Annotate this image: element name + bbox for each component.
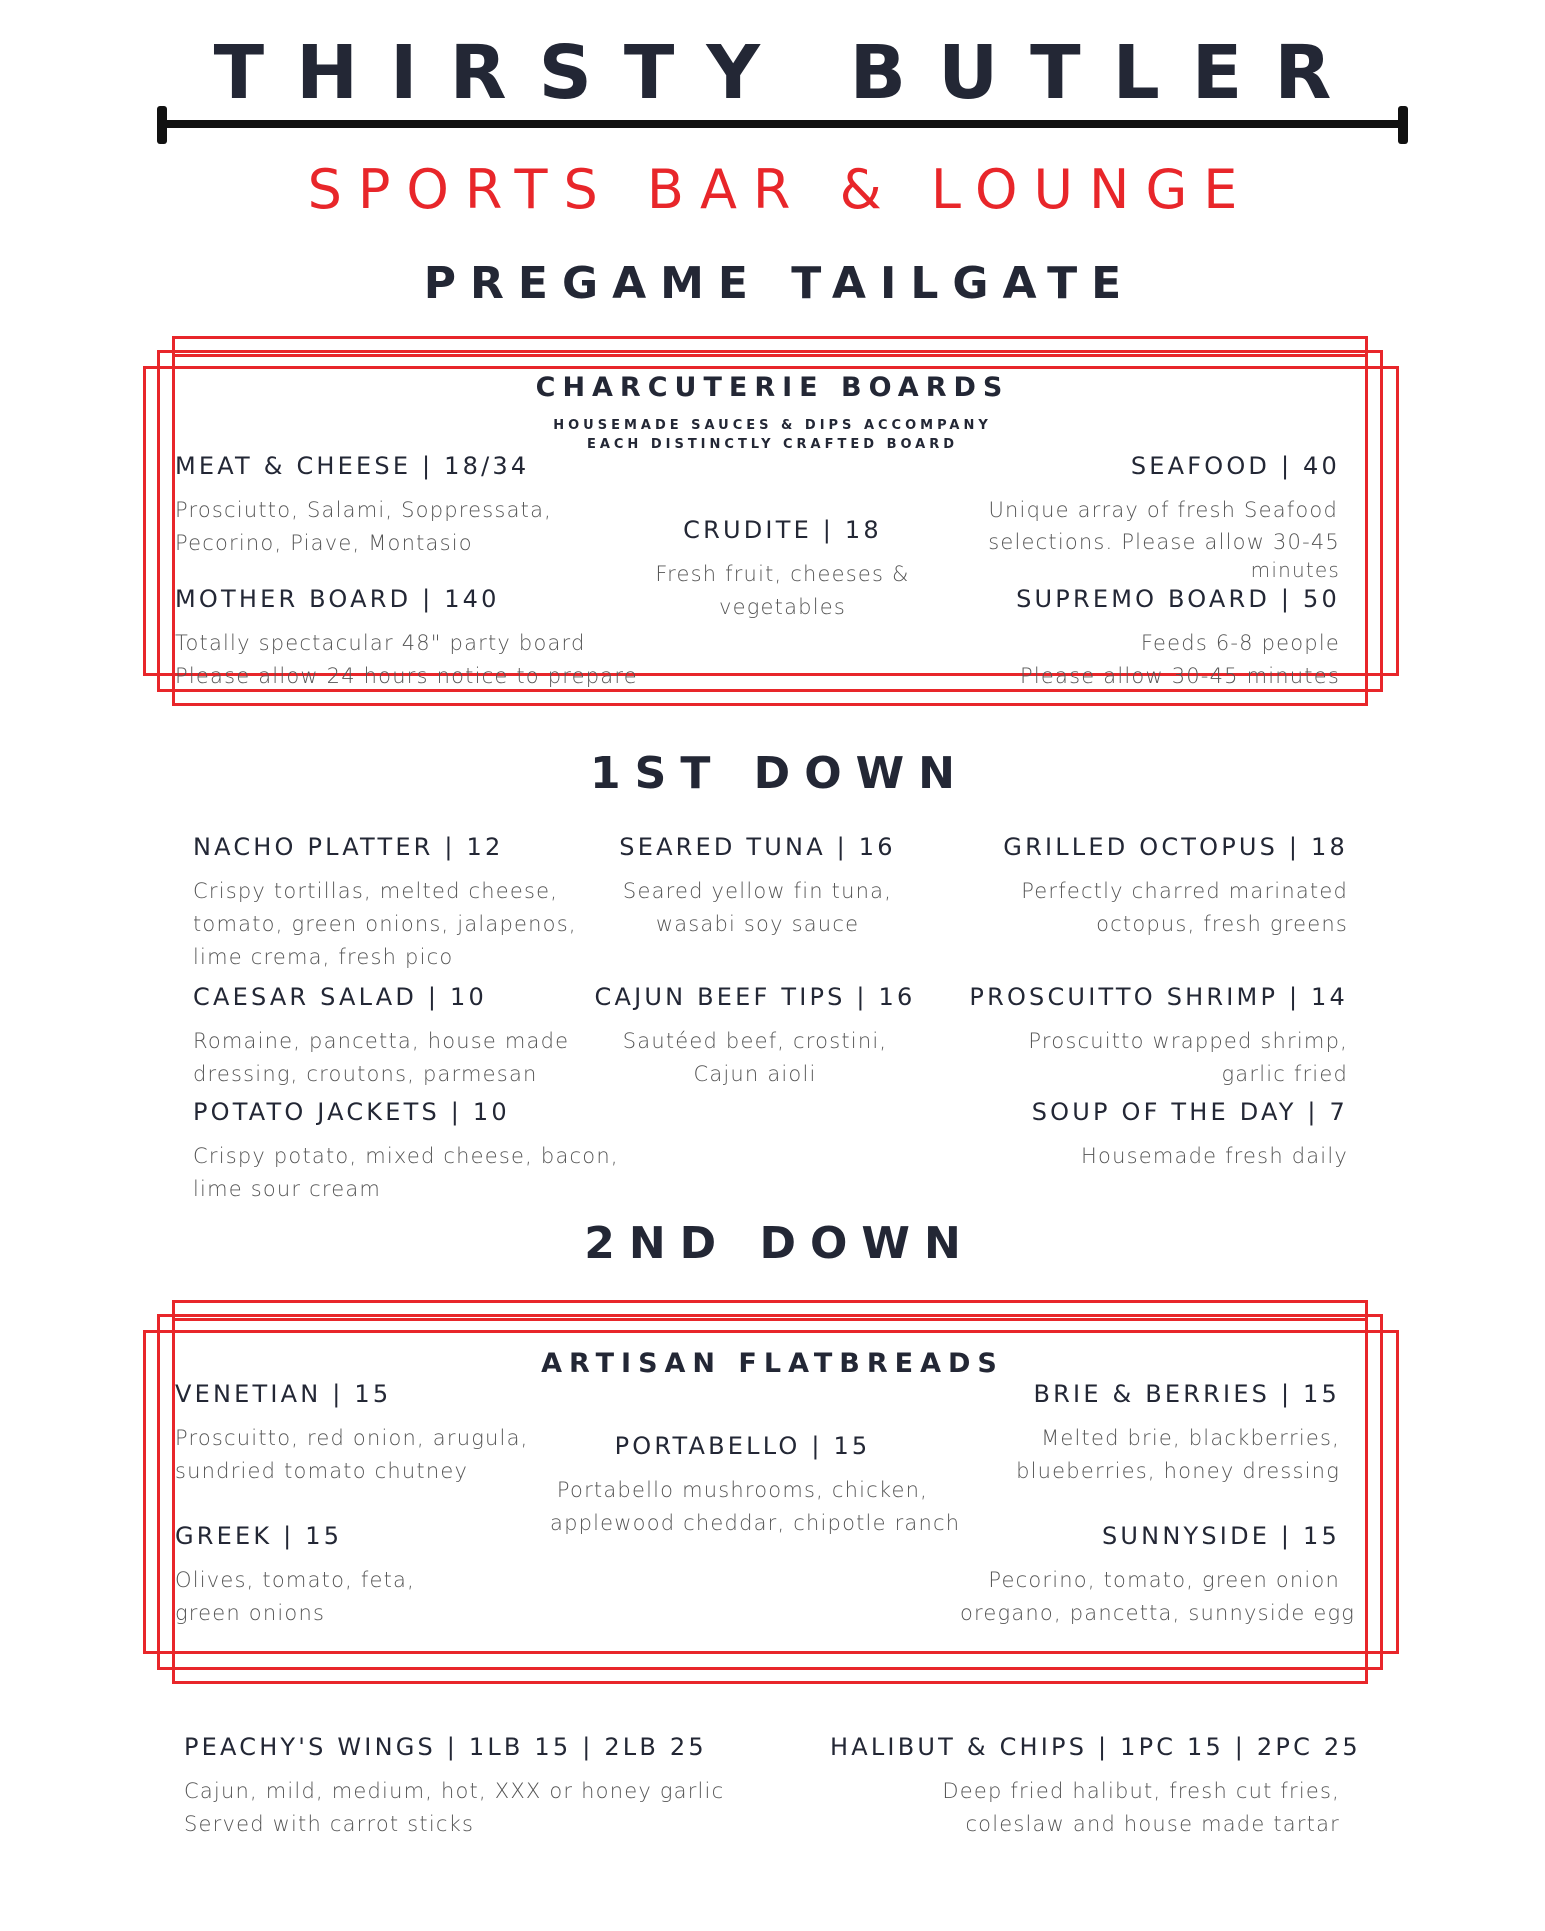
menu-item-brie-berries [960,1380,1340,1488]
menu-item-grilled-octopus [950,833,1348,941]
item-description: Sautéed beef, crostini, Cajun aioli [622,1029,888,1086]
item-description: Housemade fresh daily [1081,1144,1348,1168]
charcuterie-title: CHARCUTERIE BOARDS [535,372,1010,403]
item-name: BRIE & BERRIES | 15 [1033,1380,1340,1408]
charcuterie-subtitle-1: HOUSEMADE SAUCES & DIPS ACCOMPANY [553,418,992,433]
divider-left-cap [157,106,167,144]
item-name: CAJUN BEEF TIPS | 16 [594,983,916,1011]
item-name: NACHO PLATTER | 12 [193,833,504,861]
menu-item-soup-of-the-day [950,1098,1348,1173]
menu-item-portabello [550,1432,961,1540]
menu-item-proscuitto-shrimp [950,983,1348,1091]
menu-item-crudite [600,516,965,624]
item-description: Deep fried halibut, fresh cut fries, coleslaw and house made tartar [942,1779,1340,1836]
menu-item-meat-cheese [175,452,552,560]
menu-item-venetian [175,1380,529,1488]
menu-item-seared-tuna [575,833,940,941]
section-second-down: 2ND DOWN [584,1218,975,1269]
item-name: CAESAR SALAD | 10 [193,983,487,1011]
menu-item-cajun-beef-tips [570,983,940,1091]
menu-item-mother-board [175,585,638,693]
item-name: GREEK | 15 [175,1522,343,1550]
item-description: Crispy tortillas, melted cheese, tomato, green onions, jalapenos, lime crema, fresh pico [193,879,577,969]
menu-item-supremo-board [960,585,1340,693]
item-description: Olives, tomato, feta, green onions [175,1568,415,1625]
item-name: CRUDITE | 18 [683,516,882,544]
item-name: SEARED TUNA | 16 [619,833,896,861]
menu-item-greek [175,1522,415,1630]
item-name: SUPREMO BOARD | 50 [1016,585,1340,613]
item-name: MOTHER BOARD | 140 [175,585,500,613]
menu-item-peachys-wings [184,1733,724,1841]
item-description: Proscuitto wrapped shrimp, garlic fried [1028,1029,1348,1086]
section-first-down: 1ST DOWN [590,748,969,799]
item-description: Crispy potato, mixed cheese, bacon, lime sour cream [193,1144,619,1201]
item-description: Perfectly charred marinated octopus, fresh greens [1021,879,1348,936]
item-name: SUNNYSIDE | 15 [1101,1522,1340,1550]
item-description: Totally spectacular 48" party board Please allow 24 hours notice to prepare [175,631,638,688]
menu-item-halibut-chips [830,1733,1361,1841]
item-description: Pecorino, tomato, green onion oregano, pancetta, sunnyside egg [960,1568,1356,1625]
title-divider [160,120,1405,128]
item-name: GRILLED OCTOPUS | 18 [1003,833,1348,861]
item-description: Romaine, pancetta, house made dressing, croutons, parmesan [193,1029,570,1086]
item-description: Portabello mushrooms, chicken, applewood cheddar, chipotle ranch [550,1478,961,1535]
item-name: SOUP OF THE DAY | 7 [1031,1098,1348,1126]
item-name: HALIBUT & CHIPS | 1PC 15 | 2PC 25 [830,1733,1361,1761]
item-name: SEAFOOD | 40 [1130,452,1340,480]
item-description: Prosciutto, Salami, Soppressata, Pecorino, Piave, Montasio [175,498,553,555]
item-name: MEAT & CHEESE | 18/34 [175,452,530,480]
restaurant-subtitle: SPORTS BAR & LOUNGE [307,158,1254,221]
menu-item-caesar-salad [193,983,569,1091]
item-name: PROSCUITTO SHRIMP | 14 [969,983,1348,1011]
item-description: Melted brie, blackberries, blueberries, honey dressing [1016,1426,1340,1483]
item-name: PEACHY'S WINGS | 1LB 15 | 2LB 25 [184,1733,707,1761]
flatbreads-title: ARTISAN FLATBREADS [541,1348,1004,1379]
item-description: Fresh fruit, cheeses & vegetables [655,562,910,619]
item-name: VENETIAN | 15 [175,1380,392,1408]
item-description: Cajun, mild, medium, hot, XXX or honey garlic Served with carrot sticks [184,1779,725,1836]
item-name: PORTABELLO | 15 [614,1432,871,1460]
restaurant-title: THIRSTY BUTLER [213,30,1364,116]
item-description: Unique array of fresh Seafood selections. Please allow 30-45 minutes [988,498,1340,582]
menu-item-seafood [960,452,1340,586]
menu-item-nacho-platter [193,833,577,974]
item-description: Feeds 6-8 people Please allow 30-45 minutes [1020,631,1340,688]
divider-right-cap [1398,106,1408,144]
menu-item-potato-jackets [193,1098,619,1206]
item-description: Seared yellow fin tuna, wasabi soy sauce [622,879,893,936]
charcuterie-subtitle-2: EACH DISTINCTLY CRAFTED BOARD [586,437,959,452]
menu-item-sunnyside [960,1522,1356,1630]
item-description: Proscuitto, red onion, arugula, sundried tomato chutney [175,1426,529,1483]
section-pregame: PREGAME TAILGATE [423,258,1136,309]
item-name: POTATO JACKETS | 10 [193,1098,510,1126]
